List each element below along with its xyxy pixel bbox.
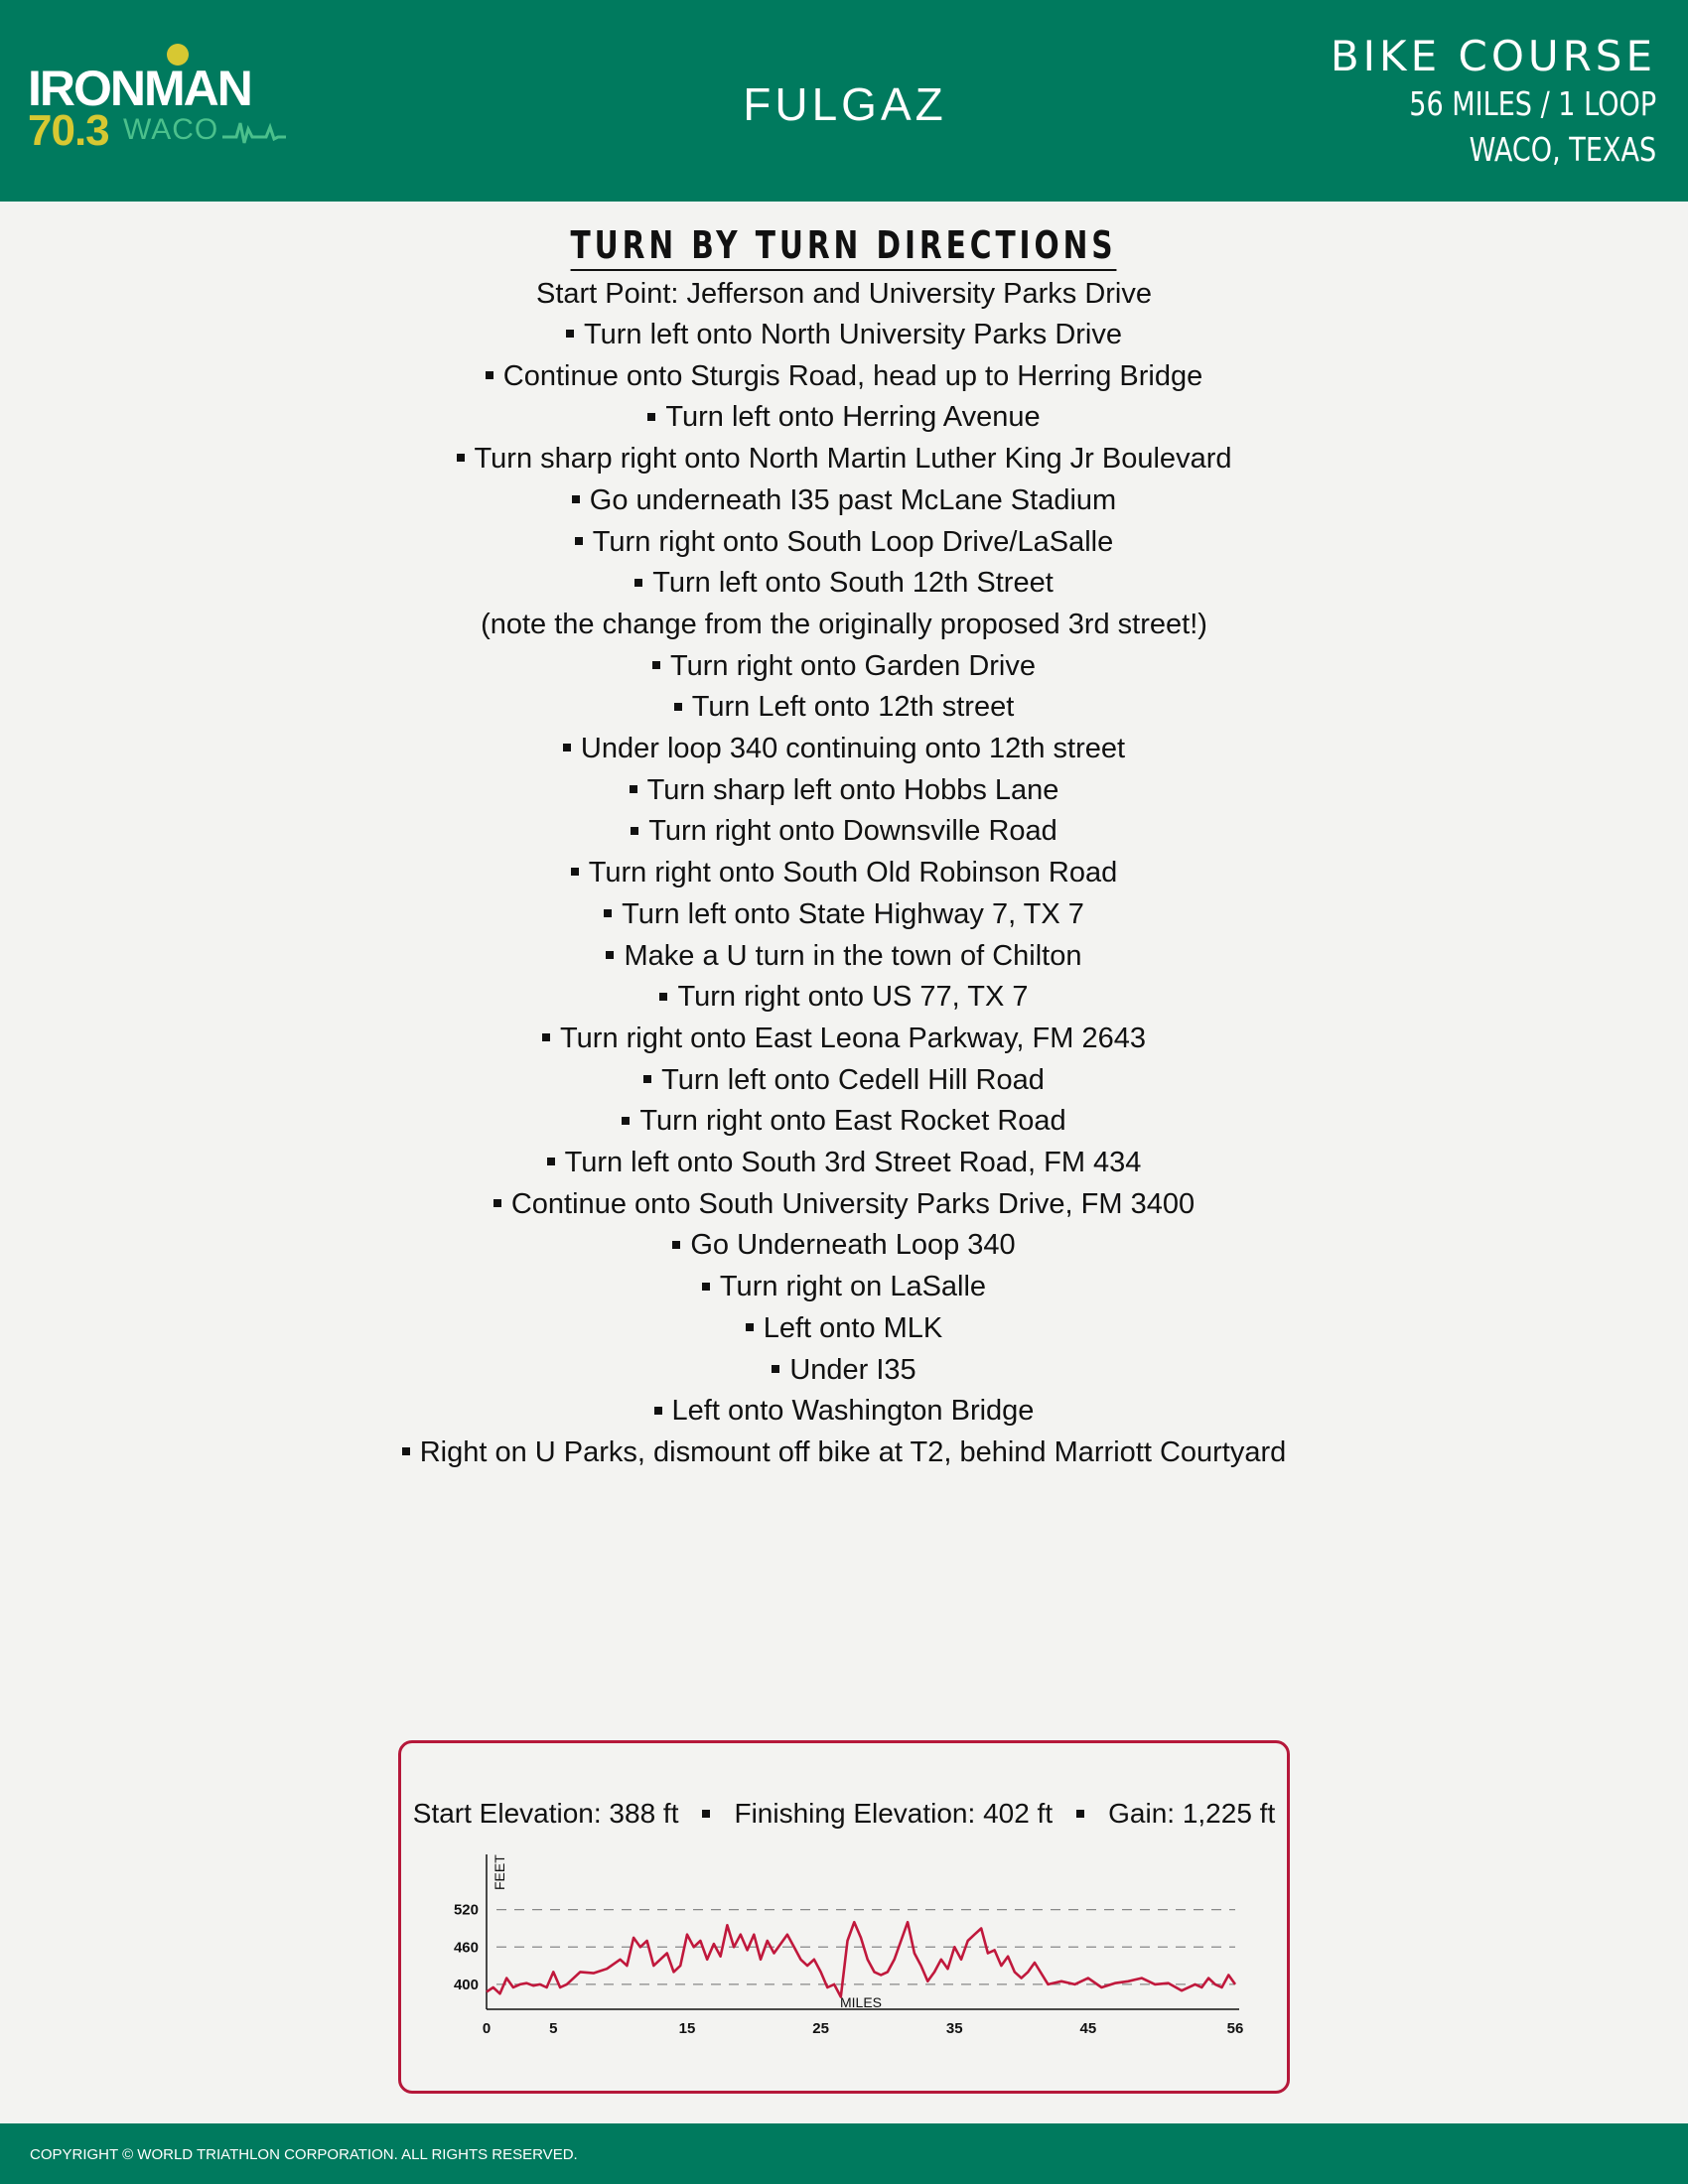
course-location: WACO, TEXAS bbox=[1469, 130, 1656, 169]
bullet-icon bbox=[547, 1158, 555, 1165]
directions-title: TURN BY TURN DIRECTIONS bbox=[571, 222, 1117, 271]
direction-step bbox=[0, 315, 1688, 356]
bullet-icon bbox=[630, 785, 637, 793]
start-point: Start Point: Jefferson and University Parks Drive bbox=[536, 278, 1152, 310]
ironman-logo bbox=[28, 40, 296, 159]
direction-text: Left onto Washington Bridge bbox=[671, 1395, 1035, 1428]
start-elevation: Start Elevation: 388 ft bbox=[412, 1798, 679, 1829]
bullet-icon bbox=[402, 1447, 410, 1455]
bullet-icon bbox=[654, 1407, 662, 1415]
direction-text: Turn Left onto 12th street bbox=[691, 691, 1015, 724]
x-tick-label: 5 bbox=[549, 2020, 558, 2037]
finish-elevation: Finishing Elevation: 402 ft bbox=[734, 1798, 1054, 1829]
direction-text: Turn left onto State Highway 7, TX 7 bbox=[622, 897, 1084, 930]
bullet-icon bbox=[622, 1117, 630, 1125]
logo-number: 70.3 bbox=[28, 106, 109, 155]
x-tick-label: 35 bbox=[945, 2020, 963, 2037]
direction-text: Turn left onto South 3rd Street Road, FM 434 bbox=[564, 1147, 1142, 1179]
direction-step bbox=[0, 1143, 1688, 1184]
bullet-icon bbox=[566, 330, 574, 338]
bullet-icon bbox=[702, 1283, 710, 1291]
direction-text: Turn left onto Cedell Hill Road bbox=[661, 1063, 1045, 1096]
direction-step bbox=[0, 1019, 1688, 1060]
bullet-icon bbox=[563, 744, 571, 751]
direction-text: Go underneath I35 past McLane Stadium bbox=[589, 483, 1117, 516]
direction-step bbox=[0, 1101, 1688, 1143]
direction-text: Turn left onto Herring Avenue bbox=[665, 401, 1041, 434]
logo-location: WACO bbox=[123, 113, 219, 146]
direction-step bbox=[0, 1060, 1688, 1102]
direction-text: Turn sharp right onto North Martin Luther King Jr Boulevard bbox=[474, 443, 1232, 476]
directions-list bbox=[0, 315, 1688, 1474]
direction-step bbox=[0, 522, 1688, 564]
direction-step bbox=[0, 894, 1688, 936]
direction-step bbox=[0, 1184, 1688, 1226]
elevation-profile-chart bbox=[441, 1852, 1255, 2051]
direction-text: Left onto MLK bbox=[763, 1311, 943, 1344]
bullet-icon bbox=[606, 951, 614, 959]
direction-text: Turn right onto Downsville Road bbox=[648, 815, 1057, 848]
bullet-icon bbox=[659, 993, 667, 1001]
direction-text: Turn left onto South 12th Street bbox=[652, 567, 1054, 600]
elevation-gain: Gain: 1,225 ft bbox=[1108, 1798, 1276, 1829]
direction-step bbox=[0, 936, 1688, 978]
direction-step bbox=[0, 1308, 1688, 1350]
direction-step bbox=[0, 811, 1688, 853]
bullet-icon bbox=[647, 413, 655, 421]
direction-text: Make a U turn in the town of Chilton bbox=[624, 939, 1082, 972]
bullet-icon bbox=[652, 661, 660, 669]
direction-step bbox=[0, 977, 1688, 1019]
direction-step bbox=[0, 563, 1688, 605]
course-info bbox=[1331, 32, 1656, 173]
direction-text: Continue onto Sturgis Road, head up to Herring Bridge bbox=[502, 359, 1203, 392]
direction-step bbox=[0, 397, 1688, 439]
y-axis-label: FEET bbox=[492, 1854, 507, 1890]
sponsor-logo: FULGAZ bbox=[743, 78, 947, 130]
course-title: BIKE COURSE bbox=[1330, 32, 1656, 80]
y-tick-label: 460 bbox=[453, 1939, 479, 1957]
bullet-icon bbox=[702, 1810, 710, 1818]
bullet-icon bbox=[572, 495, 580, 503]
direction-step bbox=[0, 605, 1688, 646]
bullet-icon bbox=[457, 454, 465, 462]
elevation-line bbox=[487, 1922, 1235, 1996]
direction-step bbox=[0, 1433, 1688, 1474]
x-tick-label: 45 bbox=[1079, 2020, 1097, 2037]
bullet-icon bbox=[631, 827, 638, 835]
direction-text: Continue onto South University Parks Drive, FM 3400 bbox=[510, 1187, 1196, 1220]
bullet-icon bbox=[1076, 1810, 1084, 1818]
footer bbox=[0, 2123, 1688, 2184]
direction-step bbox=[0, 1391, 1688, 1433]
y-tick-label: 400 bbox=[453, 1976, 479, 1993]
bullet-icon bbox=[643, 1075, 651, 1083]
direction-text: (note the change from the originally proposed 3rd street!) bbox=[481, 608, 1207, 640]
direction-text: Turn left onto North University Parks Drive bbox=[583, 319, 1123, 350]
x-axis-label: MILES bbox=[839, 1994, 883, 2010]
bullet-icon bbox=[571, 868, 579, 876]
direction-step bbox=[0, 356, 1688, 398]
elevation-stats bbox=[401, 1798, 1287, 1830]
direction-step bbox=[0, 480, 1688, 522]
bullet-icon bbox=[575, 537, 583, 545]
logo-wordmark: IRONMAN bbox=[28, 61, 251, 116]
x-tick-label: 15 bbox=[678, 2020, 696, 2037]
direction-text: Under I35 bbox=[789, 1353, 916, 1386]
header bbox=[0, 0, 1688, 202]
direction-text: Turn right onto East Leona Parkway, FM 2643 bbox=[560, 1022, 1146, 1054]
direction-step bbox=[0, 687, 1688, 729]
bullet-icon bbox=[672, 1241, 680, 1249]
direction-step bbox=[0, 1350, 1688, 1392]
bullet-icon bbox=[542, 1033, 550, 1041]
bullet-icon bbox=[634, 579, 642, 587]
direction-step bbox=[0, 729, 1688, 770]
bullet-icon bbox=[772, 1365, 779, 1373]
direction-text: Right on U Parks, dismount off bike at T2, behind Marriott Courtyard bbox=[419, 1435, 1287, 1468]
x-tick-label: 56 bbox=[1226, 2020, 1244, 2037]
elevation-panel bbox=[398, 1740, 1290, 2094]
direction-text: Turn right onto South Loop Drive/LaSalle bbox=[592, 525, 1114, 558]
direction-text: Under loop 340 continuing onto 12th street bbox=[580, 733, 1126, 765]
heartbeat-icon bbox=[222, 117, 286, 147]
bullet-icon bbox=[674, 703, 682, 711]
direction-text: Turn right on LaSalle bbox=[719, 1271, 987, 1303]
x-tick-label: 0 bbox=[482, 2020, 492, 2037]
bullet-icon bbox=[746, 1323, 754, 1331]
direction-step bbox=[0, 646, 1688, 688]
direction-text: Turn sharp left onto Hobbs Lane bbox=[646, 773, 1059, 806]
direction-step bbox=[0, 770, 1688, 812]
bullet-icon bbox=[486, 371, 493, 379]
direction-step bbox=[0, 1225, 1688, 1267]
direction-text: Go Underneath Loop 340 bbox=[690, 1229, 1016, 1262]
direction-step bbox=[0, 439, 1688, 480]
copyright-text: COPYRIGHT © WORLD TRIATHLON CORPORATION. ALL RIGHTS RESERVED. bbox=[30, 2146, 578, 2163]
directions-section bbox=[0, 222, 1688, 1474]
x-tick-label: 25 bbox=[812, 2020, 829, 2037]
direction-text: Turn right onto East Rocket Road bbox=[639, 1105, 1066, 1138]
direction-text: Turn right onto South Old Robinson Road bbox=[588, 857, 1118, 889]
direction-step bbox=[0, 853, 1688, 894]
course-distance: 56 MILES / 1 LOOP bbox=[1409, 84, 1656, 123]
direction-step bbox=[0, 1267, 1688, 1308]
bullet-icon bbox=[493, 1199, 501, 1207]
direction-text: Turn right onto Garden Drive bbox=[669, 649, 1037, 682]
y-tick-label: 520 bbox=[453, 1901, 479, 1919]
bullet-icon bbox=[604, 909, 612, 917]
direction-text: Turn right onto US 77, TX 7 bbox=[677, 981, 1029, 1014]
